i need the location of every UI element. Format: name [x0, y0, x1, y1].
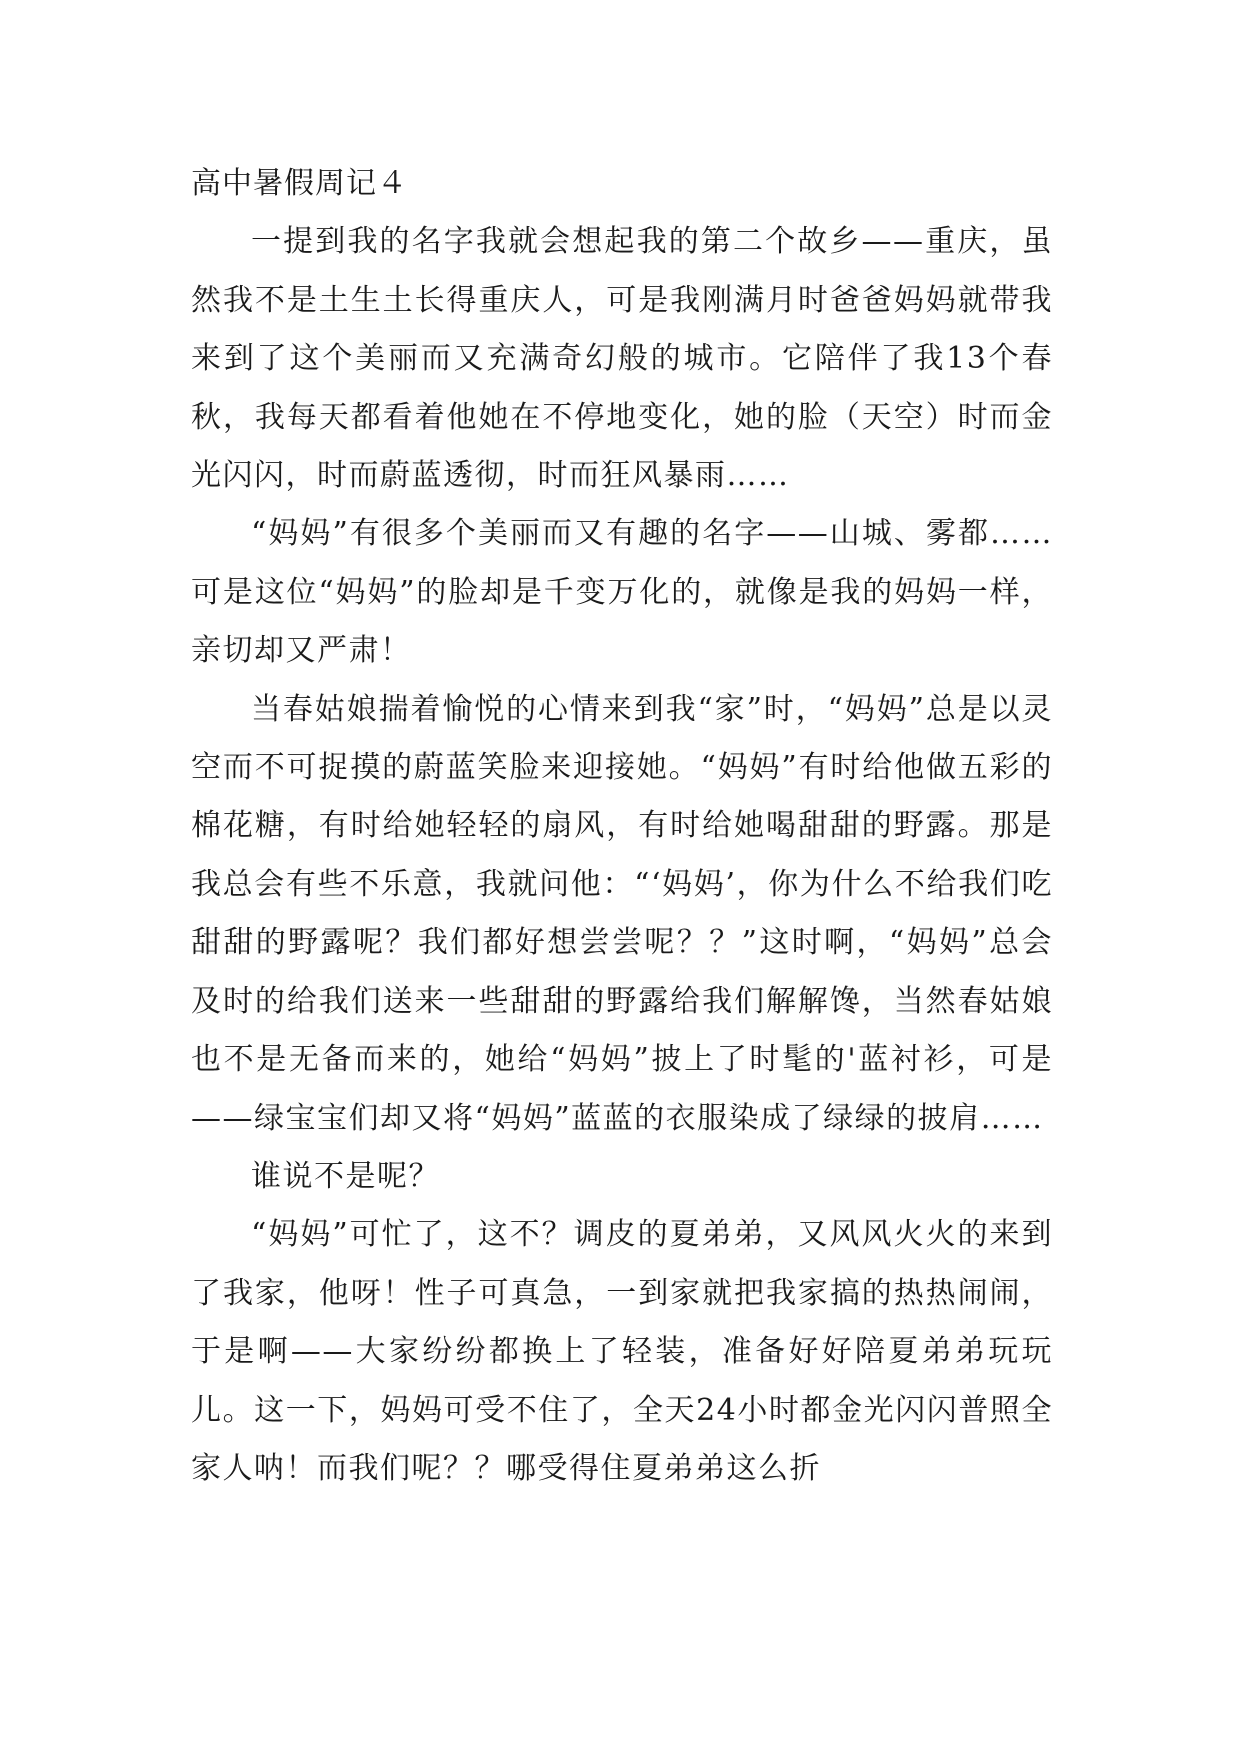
paragraph: 当春姑娘揣着愉悦的心情来到我“家”时，“妈妈”总是以灵空而不可捉摸的蔚蓝笑脸来迎接她。“妈妈”有时给他做五彩的棉花糖，有时给她轻轻的扇风，有时给她喝甜甜的野露。那是我总会有些不乐意，我就问他：“‘妈妈’，你为什么不给我们吃甜甜的野露呢？我们都好想尝尝呢？？”这时啊，“妈妈”总会及时的给我们送来一些甜甜的野露给我们解解馋，当然春姑娘也不是无备而来的，她给“妈妈”披上了时髦的'蓝衬衫，可是——绿宝宝们却又将“妈妈”蓝蓝的衣服染成了绿绿的披肩……: [191, 691, 1053, 1136]
paragraph: “妈妈”有很多个美丽而又有趣的名字——山城、雾都……可是这位“妈妈”的脸却是千变万化的，就像是我的妈妈一样，亲切却又严肃！: [191, 516, 1053, 669]
paragraph: “妈妈”可忙了，这不？调皮的夏弟弟，又风风火火的来到了我家，他呀！性子可真急，一到家就把我家搞的热热闹闹，于是啊——大家纷纷都换上了轻装，准备好好陪夏弟弟玩玩儿。这一下，妈妈可受不住了，全天24小时都金光闪闪普照全家人呐！而我们呢？？哪受得住夏弟弟这么折: [191, 1217, 1053, 1486]
paragraph: 一提到我的名字我就会想起我的第二个故乡——重庆，虽然我不是土生土长得重庆人，可是我刚满月时爸爸妈妈就带我来到了这个美丽而又充满奇幻般的城市。它陪伴了我13个春秋，我每天都看着他她在不停地变化，她的脸（天空）时而金光闪闪，时而蔚蓝透彻，时而狂风暴雨……: [191, 224, 1053, 494]
document-body: [191, 155, 1053, 1498]
document-title: 高中暑假周记４: [191, 166, 408, 201]
paragraph: 谁说不是呢？: [251, 1158, 440, 1194]
